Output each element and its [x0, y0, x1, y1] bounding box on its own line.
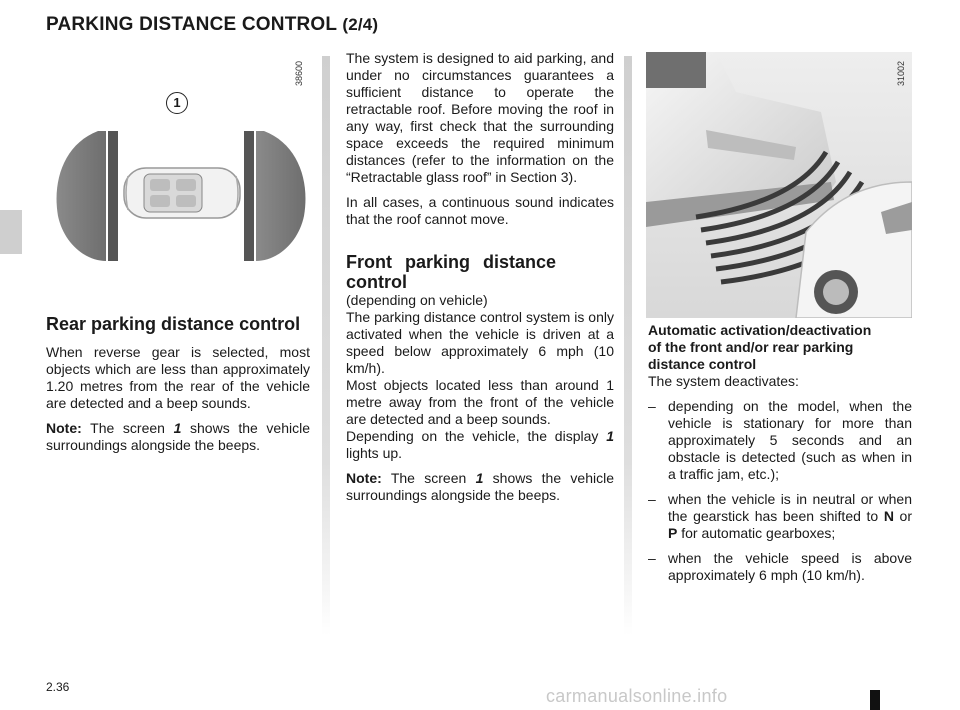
front-detection-zone	[57, 131, 106, 261]
intro-paragraph-2: In all cases, a continuous sound indicates that the roof cannot move.	[346, 194, 614, 227]
screen-diagram	[46, 56, 316, 286]
front-heading: Front parking distance control	[346, 252, 556, 292]
deactivation-list	[648, 398, 912, 584]
car-interior	[646, 52, 706, 88]
auto-intro: The system deactivates:	[648, 373, 799, 389]
rear-section	[46, 314, 310, 462]
page-part-indicator: (2/4)	[342, 15, 379, 34]
display-screen-illustration	[46, 56, 316, 286]
corner-mark	[870, 690, 880, 710]
middle-column	[346, 50, 614, 512]
right-column	[648, 322, 912, 592]
car-rear-parking-photo	[646, 52, 912, 318]
figure-code: 38600	[294, 60, 304, 86]
figure-code-right: 31002	[896, 60, 906, 86]
rear-heading: Rear parking distance control	[46, 314, 301, 334]
callout-1: 1	[166, 92, 188, 114]
rear-zone-edge	[244, 131, 254, 261]
auto-heading: Automatic activation/deactivation of the front and/or rear parking distance control	[648, 322, 872, 372]
front-paragraph-3: Depending on the vehicle, the display 1 lights up.	[346, 428, 614, 461]
front-paragraph-2: Most objects located less than around 1 metre away from the front of the vehicle are detected and a beep sounds.	[346, 377, 614, 427]
front-paragraph-1: The parking distance control system is only activated when the vehicle is driven at a speed below approximately 6 mph (10 km/h).	[346, 309, 614, 376]
car-photo-illustration	[646, 52, 912, 318]
list-item: – when the vehicle is in neutral or when the gearstick has been shifted to N or P for automatic gearboxes;	[648, 491, 912, 542]
list-item: – depending on the model, when the vehicle is stationary for more than approximately 5 seconds and an obstacle is detected (such as when in a traffic jam, etc.);	[648, 398, 912, 483]
rear-paragraph: When reverse gear is selected, most objects which are less than approximately 1.20 metres from the rear of the vehicle are detected and a beep sounds.	[46, 344, 310, 411]
column-separator-left	[322, 56, 330, 636]
car-top-view-icon	[124, 168, 240, 218]
intro-paragraph: The system is designed to aid parking, and under no circumstances guarantees a sufficient distance to operate the retractable roof. Before moving the roof in any way, first check that the surrounding space exceeds the required minimum distances (refer to the information on the “Retractable glass roof” in Section 3).	[346, 50, 614, 185]
section-tab	[0, 210, 22, 254]
column-separator-right	[624, 56, 632, 636]
front-zone-edge	[108, 131, 118, 261]
watermark: carmanualsonline.info	[546, 686, 728, 706]
front-note: Note: The screen 1 shows the vehicle surroundings alongside the beeps.	[346, 470, 614, 503]
page-title: PARKING DISTANCE CONTROL (2/4)	[46, 14, 379, 35]
front-subheading: (depending on vehicle)	[346, 292, 488, 308]
page-number: 2.36	[46, 680, 70, 694]
rear-note: Note: The screen 1 shows the vehicle surroundings alongside the beeps.	[46, 420, 310, 453]
list-item: – when the vehicle speed is above approximately 6 mph (10 km/h).	[648, 550, 912, 584]
rear-detection-zone	[256, 131, 305, 261]
